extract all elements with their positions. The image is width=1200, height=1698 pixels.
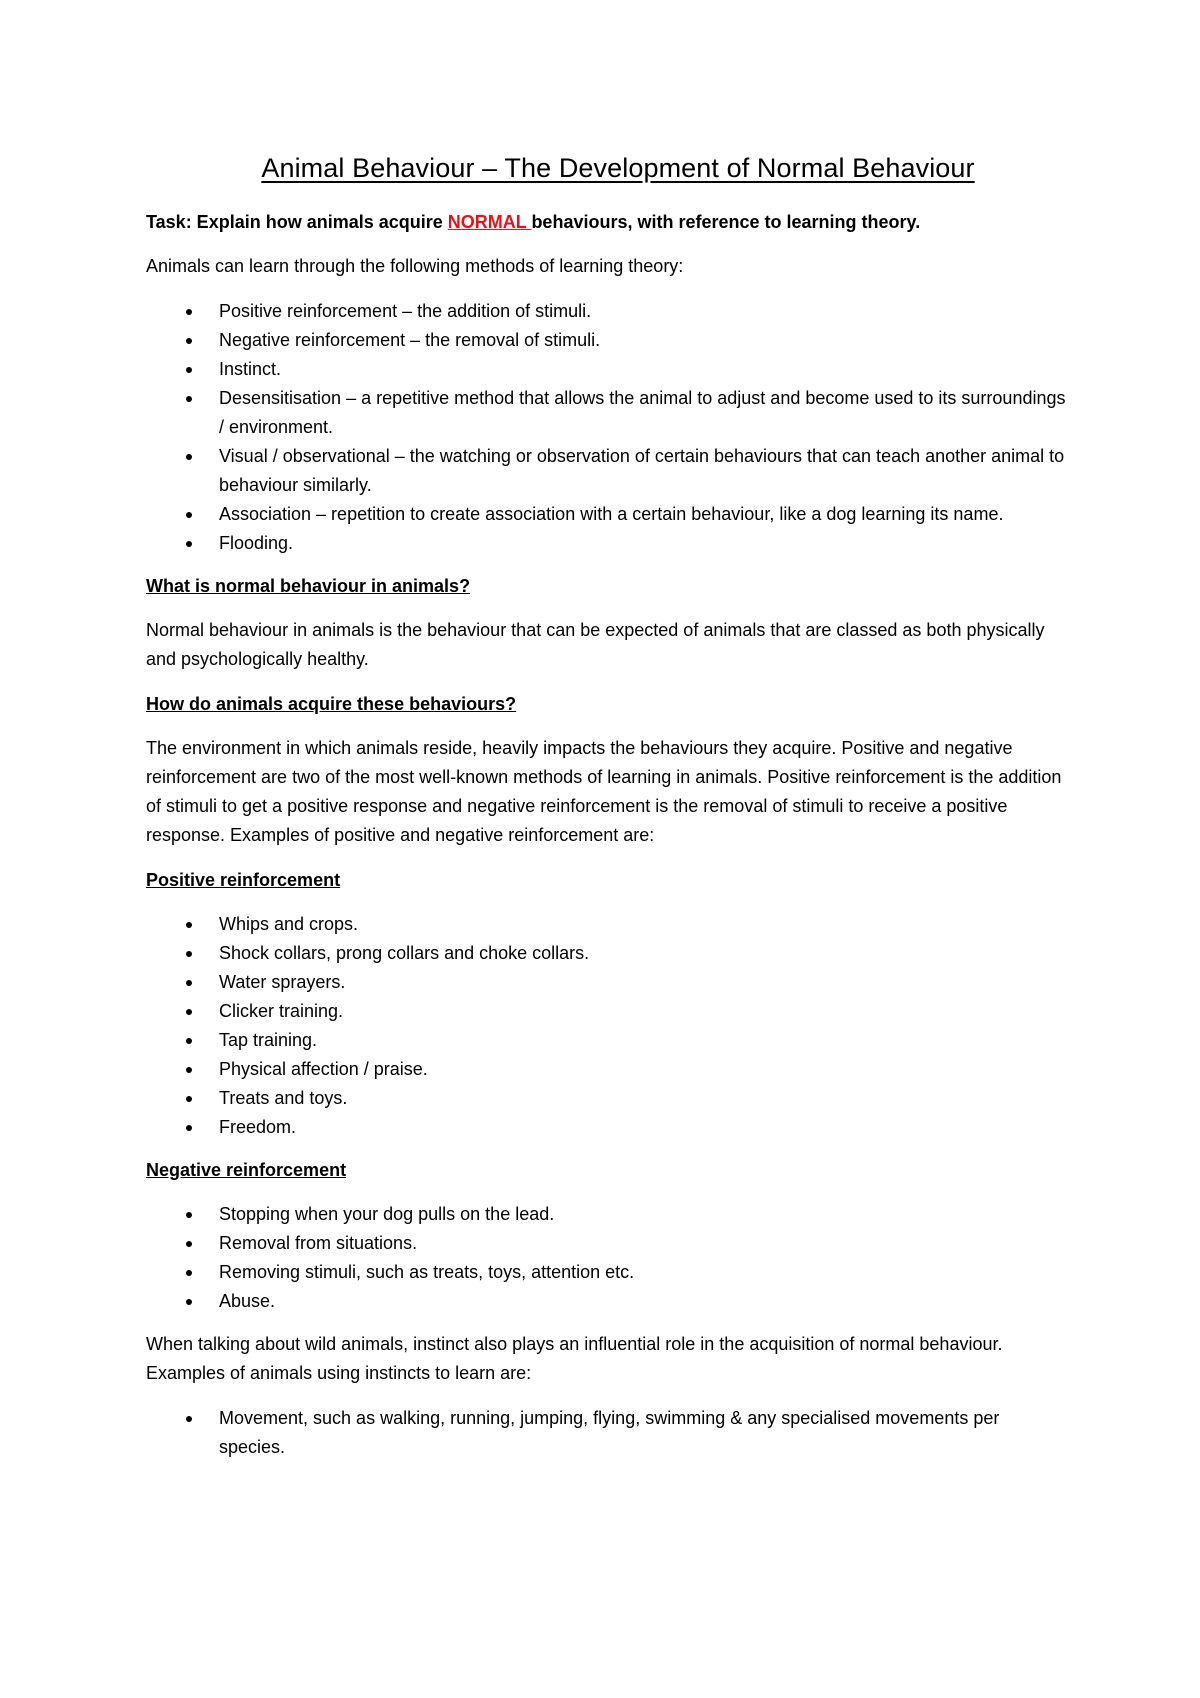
bullet-icon	[186, 1241, 192, 1247]
list-item: Flooding.	[146, 529, 1066, 558]
bullet-icon	[186, 367, 192, 373]
list-item: Whips and crops.	[146, 910, 1066, 939]
bullet-icon	[186, 1299, 192, 1305]
section-heading-positive-reinforcement: Positive reinforcement	[146, 870, 341, 890]
bullet-icon	[186, 1067, 192, 1073]
bullet-icon	[186, 922, 192, 928]
list-item: Removing stimuli, such as treats, toys, attention etc.	[146, 1258, 1066, 1287]
list-item: Tap training.	[146, 1026, 1066, 1055]
list-item: Water sprayers.	[146, 968, 1066, 997]
acquisition-paragraph: The environment in which animals reside, heavily impacts the behaviours they acquire. Positive and negative reinforcement are two of the most well-known methods of learning in animals. Positive reinforcement is the addition of stimuli to get a positive response and negative reinforcement is the removal of stimuli to receive a positive response. Examples of positive and negative reinforcement are:	[146, 738, 1062, 845]
list-item: Abuse.	[146, 1287, 1066, 1316]
positive-reinforcement-list	[146, 910, 1066, 1142]
list-item: Association – repetition to create association with a certain behaviour, like a dog learning its name.	[146, 500, 1066, 529]
bullet-icon	[186, 512, 192, 518]
task-prefix: Task: Explain how animals acquire	[146, 212, 448, 232]
bullet-icon	[186, 1125, 192, 1131]
list-item: Desensitisation – a repetitive method that allows the animal to adjust and become used to its surroundings / environment.	[146, 384, 1066, 442]
document-title: Animal Behaviour – The Development of Normal Behaviour	[261, 153, 975, 183]
list-item: Treats and toys.	[146, 1084, 1066, 1113]
wild-animals-paragraph: When talking about wild animals, instinct also plays an influential role in the acquisition of normal behaviour. Examples of animals using instincts to learn are:	[146, 1334, 1003, 1383]
negative-reinforcement-list	[146, 1200, 1066, 1316]
bullet-icon	[186, 1416, 192, 1422]
section-heading-negative-reinforcement: Negative reinforcement	[146, 1160, 347, 1180]
instinct-list	[146, 1404, 1066, 1462]
task-statement	[146, 208, 1066, 237]
bullet-icon	[186, 1212, 192, 1218]
task-highlight: NORMAL	[447, 212, 532, 232]
normal-behaviour-paragraph: Normal behaviour in animals is the behaviour that can be expected of animals that are classed as both physically and psychologically healthy.	[146, 620, 1045, 669]
list-item: Shock collars, prong collars and choke collars.	[146, 939, 1066, 968]
bullet-icon	[186, 454, 192, 460]
list-item: Stopping when your dog pulls on the lead.	[146, 1200, 1066, 1229]
bullet-icon	[186, 1096, 192, 1102]
bullet-icon	[186, 541, 192, 547]
list-item: Movement, such as walking, running, jumping, flying, swimming & any specialised movements per species.	[146, 1404, 1066, 1462]
bullet-icon	[186, 309, 192, 315]
list-item: Positive reinforcement – the addition of stimuli.	[146, 297, 1066, 326]
bullet-icon	[186, 1038, 192, 1044]
methods-list	[146, 297, 1066, 558]
list-item: Physical affection / praise.	[146, 1055, 1066, 1084]
list-item: Removal from situations.	[146, 1229, 1066, 1258]
bullet-icon	[186, 1009, 192, 1015]
document-body	[146, 148, 1066, 1476]
bullet-icon	[186, 338, 192, 344]
section-heading-normal-behaviour: What is normal behaviour in animals?	[146, 576, 471, 596]
bullet-icon	[186, 396, 192, 402]
bullet-icon	[186, 980, 192, 986]
task-suffix: behaviours, with reference to learning theory.	[531, 212, 921, 232]
list-item: Instinct.	[146, 355, 1066, 384]
bullet-icon	[186, 1270, 192, 1276]
bullet-icon	[186, 951, 192, 957]
intro-paragraph: Animals can learn through the following methods of learning theory:	[146, 256, 684, 276]
list-item: Visual / observational – the watching or observation of certain behaviours that can teach another animal to behaviour similarly.	[146, 442, 1066, 500]
list-item: Freedom.	[146, 1113, 1066, 1142]
section-heading-acquisition: How do animals acquire these behaviours?	[146, 694, 517, 714]
list-item: Clicker training.	[146, 997, 1066, 1026]
list-item: Negative reinforcement – the removal of stimuli.	[146, 326, 1066, 355]
